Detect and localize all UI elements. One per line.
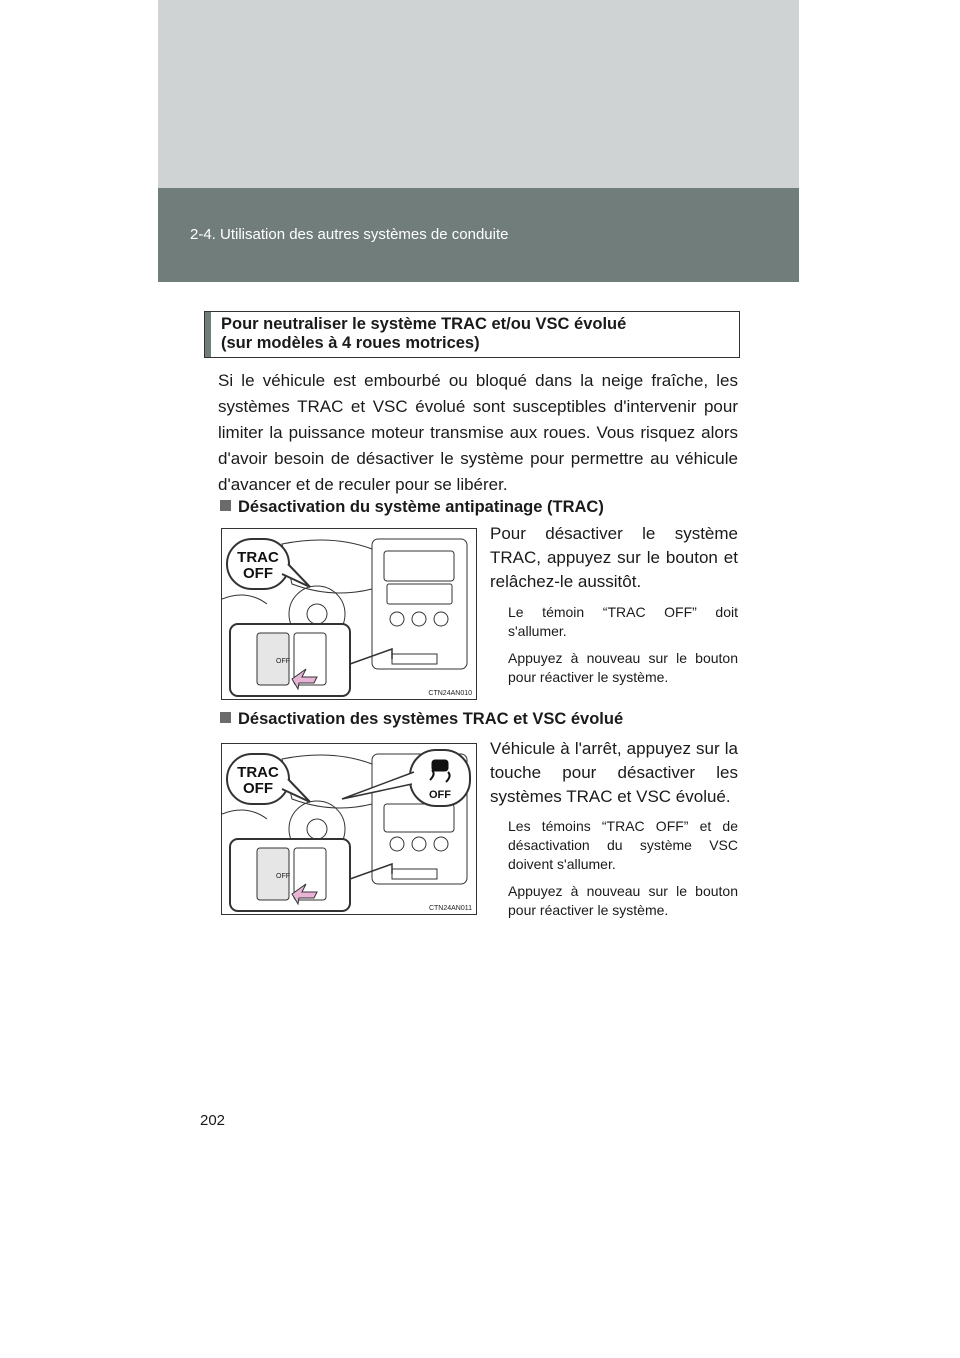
button-label: OFF — [276, 873, 290, 880]
heading-text: Pour neutraliser le système TRAC et/ou VSC évolué (sur modèles à 4 roues motrices) — [221, 315, 627, 352]
square-bullet-icon — [220, 500, 231, 511]
callout-line1: TRAC — [237, 764, 279, 781]
dashboard-illustration — [222, 529, 476, 699]
subheading-text: Désactivation des systèmes TRAC et VSC évolué — [238, 710, 624, 728]
section-title: 2-4. Utilisation des autres systèmes de conduite — [190, 226, 509, 243]
callout-line2: OFF — [243, 565, 273, 582]
callout-line1: TRAC — [237, 549, 279, 566]
note-trac-2: Appuyez à nouveau sur le bouton pour réactiver le système. — [508, 650, 738, 685]
heading-accent-bar — [205, 312, 211, 357]
button-closeup — [230, 624, 350, 696]
vsc-off-label: OFF — [429, 789, 451, 801]
subheading-trac — [220, 498, 604, 517]
instrument-cluster — [282, 540, 372, 593]
page-number: 202 — [200, 1112, 226, 1129]
note-trac-vsc-2: Appuyez à nouveau sur le bouton pour réactiver le système. — [508, 883, 738, 918]
dashboard-illustration — [222, 744, 476, 914]
square-bullet-icon — [220, 712, 231, 723]
button-closeup — [230, 839, 350, 911]
figure-trac-vsc-off — [221, 743, 477, 915]
intro-paragraph: Si le véhicule est embourbé ou bloqué dans la neige fraîche, les systèmes TRAC et VSC évolué sont susceptibles d'intervenir pour limiter la puissance moteur transmise aux roues. Vous risquez alors d'avoir besoin de désactiver le système pour permettre au véhicule d'avancer et de reculer pour se libérer. — [218, 371, 738, 494]
figure-code: CTN24AN010 — [428, 690, 472, 697]
subheading-trac-vsc — [220, 710, 623, 729]
figure-code: CTN24AN011 — [428, 905, 472, 912]
instrument-cluster — [282, 755, 372, 808]
heading-box — [204, 311, 740, 358]
instruction-trac-vsc: Véhicule à l'arrêt, appuyez sur la touche pour désactiver les systèmes TRAC et VSC évolué. — [490, 739, 738, 806]
button-label: OFF — [276, 658, 290, 665]
instruction-trac: Pour désactiver le système TRAC, appuyez sur le bouton et relâchez-le aussitôt. — [490, 524, 738, 591]
note-trac-1: Le témoin “TRAC OFF” doit s'allumer. — [508, 604, 738, 639]
subheading-text: Désactivation du système antipatinage (TRAC) — [238, 498, 604, 516]
figure-trac-off — [221, 528, 477, 700]
note-trac-vsc-1: Les témoins “TRAC OFF” et de désactivation du système VSC doivent s'allumer. — [508, 818, 738, 872]
callout-line2: OFF — [243, 780, 273, 797]
